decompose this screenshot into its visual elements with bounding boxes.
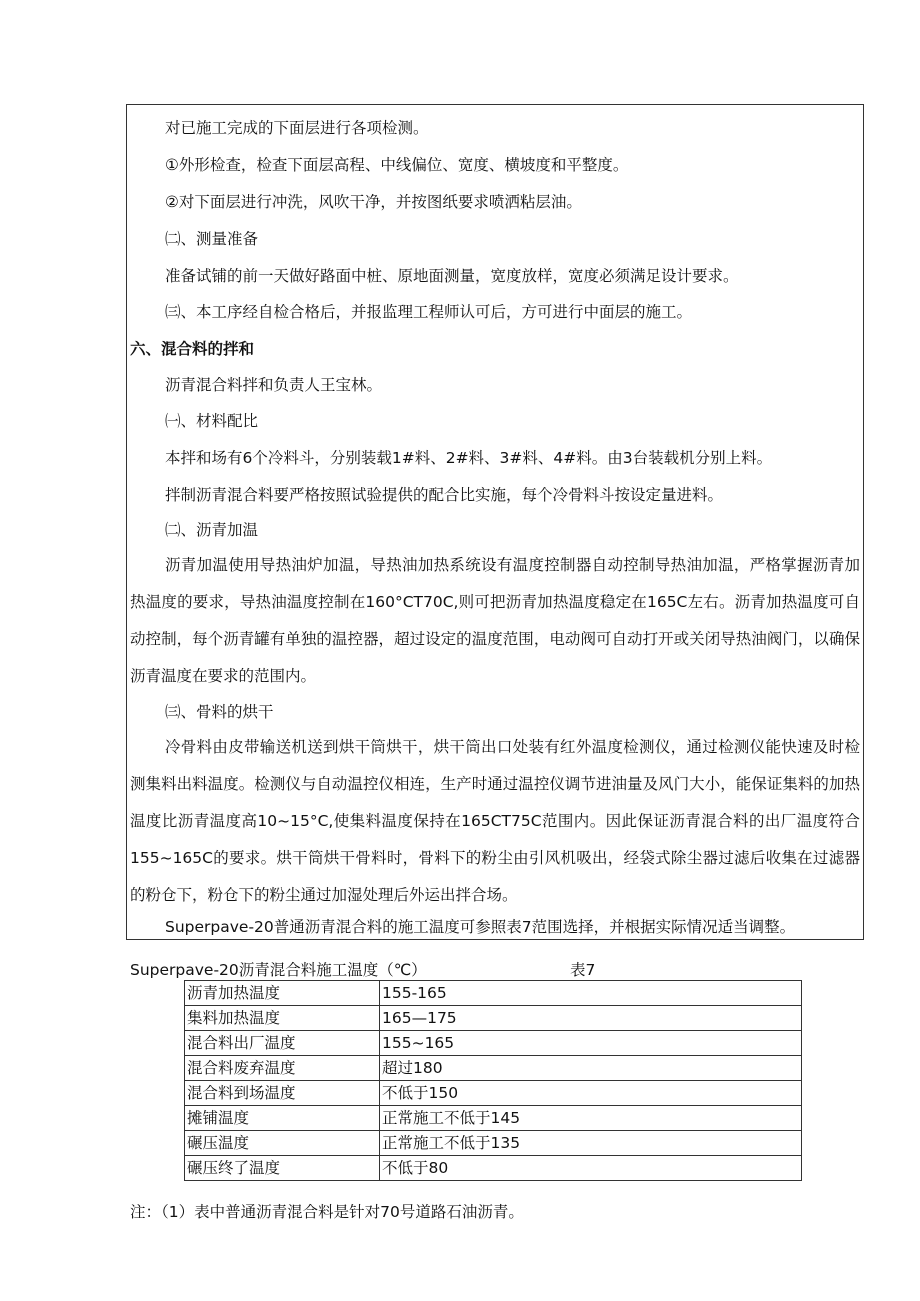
text-line: ②对下面层进行冲洗，风吹干净，并按图纸要求喷洒粘层油。 (165, 193, 582, 211)
table-cell-item: 混合料废弃温度 (185, 1056, 380, 1081)
table-number: 表7 (570, 961, 596, 979)
table-cell-value: 正常施工不低于135 (380, 1131, 802, 1156)
table-row (185, 1031, 802, 1056)
table-cell-item: 集料加热温度 (185, 1006, 380, 1031)
table-cell-item: 摊铺温度 (185, 1106, 380, 1131)
table-cell-value: 正常施工不低于145 (380, 1106, 802, 1131)
text-line: 准备试铺的前一天做好路面中桩、原地面测量，宽度放样，宽度必须满足设计要求。 (165, 267, 739, 285)
subsection-heading: ㈢、骨料的烘干 (165, 703, 274, 721)
aggregate-drying-paragraph: 冷骨料由皮带输送机送到烘干筒烘干，烘干筒出口处装有红外温度检测仪，通过检测仪能快速及时检测集料出料温度。检测仪与自动温控仪相连，生产时通过温控仪调节进油量及风门大小，能保证集料的加热温度比沥青温度高10~15°C,使集料温度保持在165CT75C范围内。因此保证沥青混合料的出厂温度符合155~165C的要求。烘干筒烘干骨料时，骨料下的粉尘由引风机吸出，经袋式除尘器过滤后收集在过滤器的粉仓下，粉仓下的粉尘通过加湿处理后外运出拌合场。 (130, 738, 860, 904)
section-heading: 六、混合料的拌和 (130, 340, 255, 358)
subsection-heading: ㈡、测量准备 (165, 230, 259, 248)
table-row (185, 1131, 802, 1156)
table-cell-value: 165—175 (380, 1006, 802, 1031)
text-line: ①外形检查，检查下面层高程、中线偏位、宽度、横坡度和平整度。 (165, 156, 629, 174)
text-line: ㈢、本工序经自检合格后，并报监理工程师认可后，方可进行中面层的施工。 (165, 303, 693, 321)
table-cell-value: 不低于80 (380, 1156, 802, 1181)
table-cell-value: 不低于150 (380, 1081, 802, 1106)
asphalt-heating-paragraph: 沥青加温使用导热油炉加温，导热油加热系统设有温度控制器自动控制导热油加温，严格掌握沥青加热温度的要求，导热油温度控制在160°CT70C,则可把沥青加热温度稳定在165C左右。沥青加热温度可自动控制，每个沥青罐有单独的温控器，超过设定的温度范围，电动阀可自动打开或关闭导热油阀门，以确保沥青温度在要求的范围内。 (130, 556, 860, 685)
table-row (185, 1156, 802, 1181)
text-line: 对已施工完成的下面层进行各项检测。 (165, 119, 429, 137)
table-cell-value: 超过180 (380, 1056, 802, 1081)
table-row (185, 1006, 802, 1031)
table-cell-item: 沥青加热温度 (185, 981, 380, 1006)
table-cell-item: 混合料出厂温度 (185, 1031, 380, 1056)
subsection-heading: ㈡、沥青加温 (165, 521, 259, 539)
temperature-table (184, 980, 802, 1181)
table-row (185, 981, 802, 1006)
table-cell-value: 155-165 (380, 981, 802, 1006)
table-caption: Superpave-20沥青混合料施工温度（℃） (130, 961, 427, 979)
table-cell-value: 155~165 (380, 1031, 802, 1056)
text-line: 拌制沥青混合料要严格按照试验提供的配合比实施，每个冷骨料斗按设定量进料。 (165, 486, 724, 504)
table-note: 注：（1）表中普通沥青混合料是针对70号道路石油沥青。 (130, 1203, 524, 1221)
table-cell-item: 碾压终了温度 (185, 1156, 380, 1181)
subsection-heading: ㈠、材料配比 (165, 412, 259, 430)
text-line: 本拌和场有6个冷料斗，分别装载1#料、2#料、3#料、4#料。由3台装载机分别上料。 (165, 449, 773, 467)
table-row (185, 1081, 802, 1106)
text-line: Superpave-20普通沥青混合料的施工温度可参照表7范围选择，并根据实际情况适当调整。 (165, 918, 796, 936)
table-row (185, 1056, 802, 1081)
table-cell-item: 混合料到场温度 (185, 1081, 380, 1106)
table-cell-item: 碾压温度 (185, 1131, 380, 1156)
table-row (185, 1106, 802, 1131)
text-line: 沥青混合料拌和负责人王宝林。 (165, 376, 383, 394)
